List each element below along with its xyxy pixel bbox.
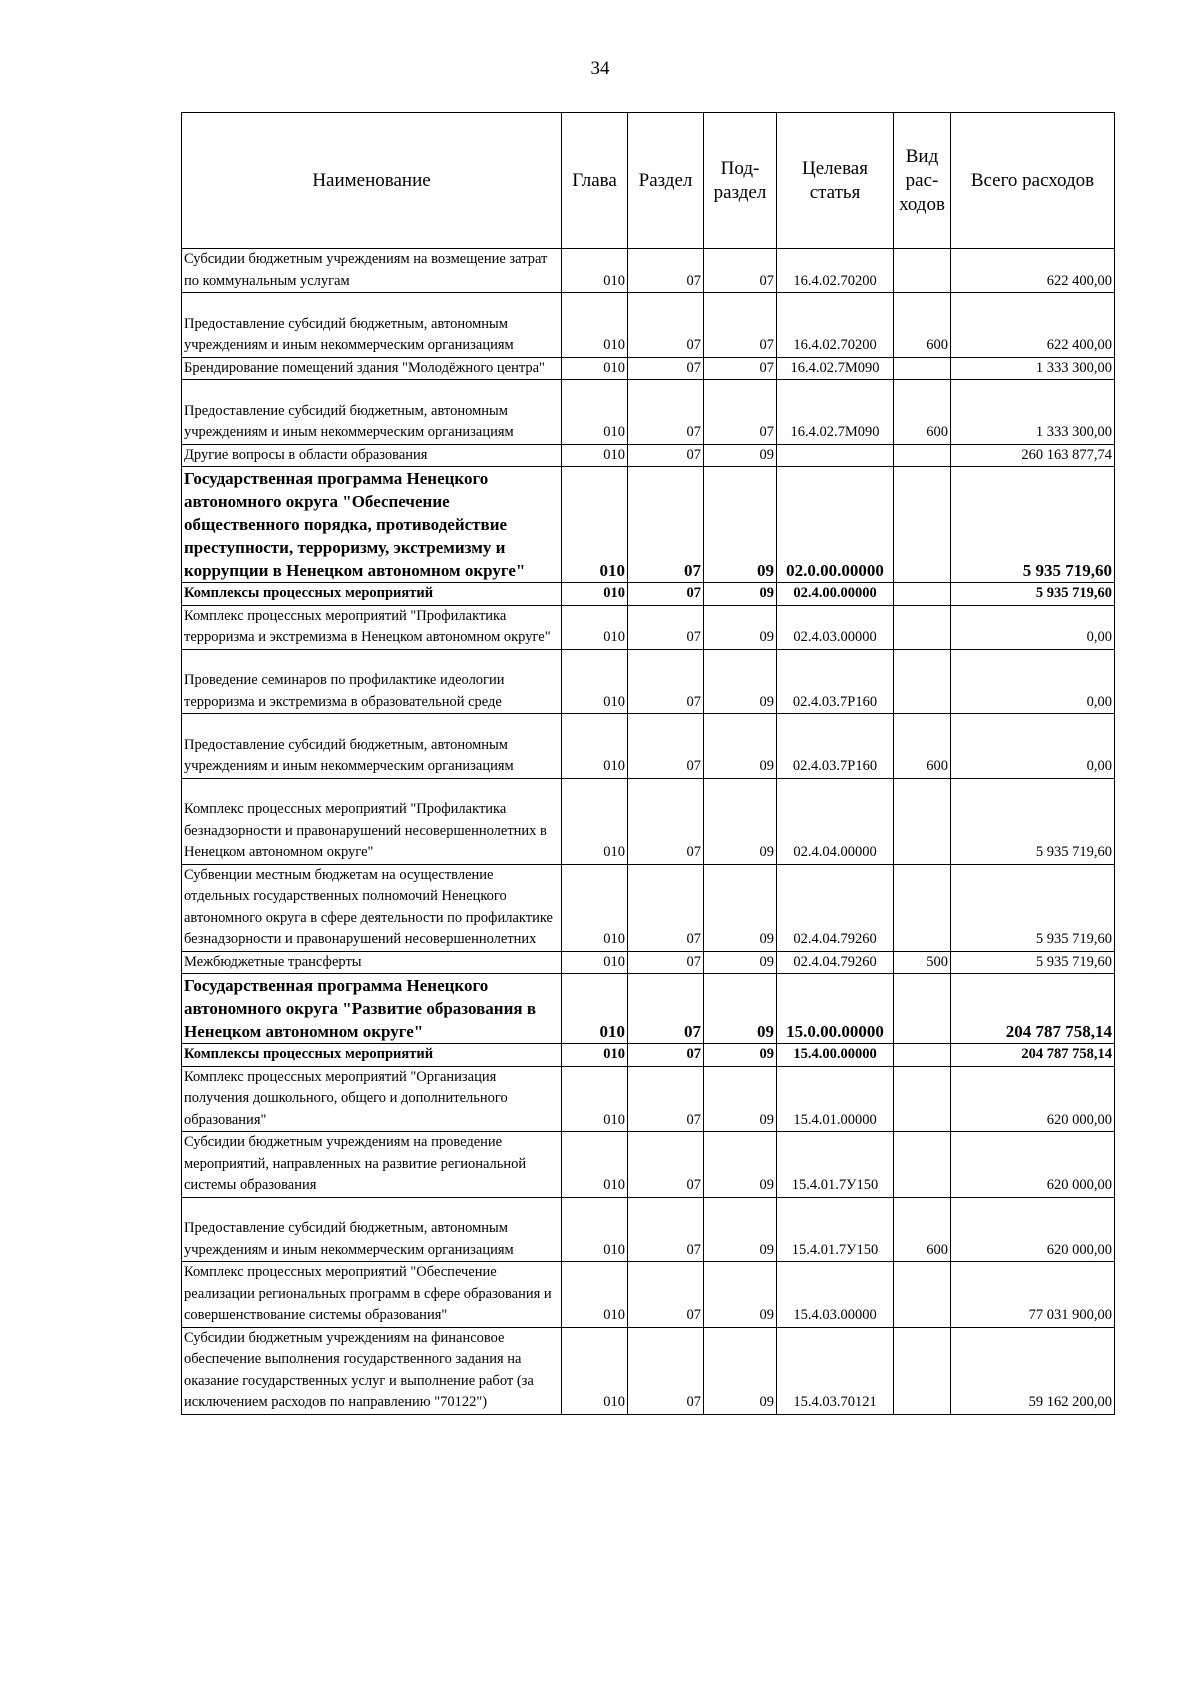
cell-podrazdel: 09 — [704, 1066, 777, 1132]
cell-total: 620 000,00 — [951, 1132, 1115, 1198]
cell-podrazdel: 09 — [704, 714, 777, 779]
cell-total: 5 935 719,60 — [951, 951, 1115, 974]
cell-razdel: 07 — [628, 1066, 704, 1132]
cell-razdel: 07 — [628, 357, 704, 380]
cell-total: 5 935 719,60 — [951, 583, 1115, 606]
cell-tselevaya-statya: 02.4.03.7Р160 — [777, 714, 894, 779]
cell-vid-rashodov — [894, 778, 951, 864]
cell-glava: 010 — [562, 1044, 628, 1067]
cell-podrazdel: 09 — [704, 583, 777, 606]
cell-vid-rashodov: 600 — [894, 293, 951, 358]
cell-total: 0,00 — [951, 714, 1115, 779]
table-row — [182, 1066, 1115, 1132]
cell-tselevaya-statya: 02.0.00.00000 — [777, 467, 894, 583]
cell-total: 5 935 719,60 — [951, 467, 1115, 583]
cell-glava: 010 — [562, 467, 628, 583]
cell-name: Комплекс процессных мероприятий "Организация получения дошкольного, общего и дополнительного образования" — [182, 1066, 562, 1132]
table-row — [182, 864, 1115, 951]
header-tselevaya-line-1: Целевая — [802, 157, 868, 179]
cell-tselevaya-statya: 02.4.04.79260 — [777, 864, 894, 951]
cell-total: 1 333 300,00 — [951, 357, 1115, 380]
header-tselevaya-line-2: статья — [809, 181, 861, 203]
table-row — [182, 649, 1115, 714]
cell-glava: 010 — [562, 293, 628, 358]
table-row — [182, 380, 1115, 445]
header-name: Наименование — [182, 113, 562, 249]
cell-podrazdel: 09 — [704, 605, 777, 649]
header-podrazdel-line-1: Под- — [720, 157, 760, 179]
cell-vid-rashodov — [894, 444, 951, 467]
cell-total: 0,00 — [951, 605, 1115, 649]
header-vid-line-1: Вид — [905, 145, 939, 167]
cell-name: Комплекс процессных мероприятий "Профилактика терроризма и экстремизма в Ненецком автономном округе" — [182, 605, 562, 649]
cell-vid-rashodov: 600 — [894, 714, 951, 779]
cell-vid-rashodov — [894, 467, 951, 583]
table-row — [182, 467, 1115, 583]
table-row — [182, 951, 1115, 974]
cell-name: Проведение семинаров по профилактике идеологии терроризма и экстремизма в образовательной среде — [182, 649, 562, 714]
budget-table — [181, 112, 1115, 1415]
header-podrazdel-line-2: раздел — [713, 181, 767, 203]
cell-razdel: 07 — [628, 1197, 704, 1262]
cell-razdel: 07 — [628, 583, 704, 606]
table-row — [182, 605, 1115, 649]
cell-vid-rashodov — [894, 864, 951, 951]
cell-razdel: 07 — [628, 649, 704, 714]
cell-name: Брендирование помещений здания "Молодёжного центра" — [182, 357, 562, 380]
cell-glava: 010 — [562, 649, 628, 714]
cell-podrazdel: 09 — [704, 778, 777, 864]
cell-tselevaya-statya: 15.4.01.7У150 — [777, 1132, 894, 1198]
cell-vid-rashodov: 600 — [894, 1197, 951, 1262]
cell-glava: 010 — [562, 1262, 628, 1328]
cell-podrazdel: 09 — [704, 1262, 777, 1328]
cell-vid-rashodov — [894, 583, 951, 606]
cell-podrazdel: 09 — [704, 467, 777, 583]
cell-vid-rashodov — [894, 249, 951, 293]
cell-total: 5 935 719,60 — [951, 864, 1115, 951]
table-row — [182, 1262, 1115, 1328]
cell-tselevaya-statya — [777, 444, 894, 467]
header-tselevaya-statya — [777, 113, 894, 249]
cell-glava: 010 — [562, 714, 628, 779]
cell-razdel: 07 — [628, 380, 704, 445]
table-body — [182, 249, 1115, 1415]
cell-razdel: 07 — [628, 293, 704, 358]
cell-tselevaya-statya: 02.4.00.00000 — [777, 583, 894, 606]
table-row — [182, 293, 1115, 358]
cell-glava: 010 — [562, 444, 628, 467]
cell-name: Другие вопросы в области образования — [182, 444, 562, 467]
cell-glava: 010 — [562, 1197, 628, 1262]
cell-tselevaya-statya: 02.4.04.79260 — [777, 951, 894, 974]
cell-glava: 010 — [562, 1132, 628, 1198]
cell-razdel: 07 — [628, 1262, 704, 1328]
cell-podrazdel: 09 — [704, 1044, 777, 1067]
cell-glava: 010 — [562, 974, 628, 1044]
cell-total: 5 935 719,60 — [951, 778, 1115, 864]
header-total: Всего расходов — [951, 113, 1115, 249]
cell-razdel: 07 — [628, 974, 704, 1044]
cell-tselevaya-statya: 16.4.02.7М090 — [777, 357, 894, 380]
cell-glava: 010 — [562, 380, 628, 445]
cell-name: Субсидии бюджетным учреждениям на возмещение затрат по коммунальным услугам — [182, 249, 562, 293]
cell-razdel: 07 — [628, 714, 704, 779]
cell-razdel: 07 — [628, 1044, 704, 1067]
cell-podrazdel: 07 — [704, 293, 777, 358]
header-vid-rashodov — [894, 113, 951, 249]
cell-total: 260 163 877,74 — [951, 444, 1115, 467]
cell-total: 0,00 — [951, 649, 1115, 714]
cell-vid-rashodov — [894, 1327, 951, 1414]
cell-razdel: 07 — [628, 778, 704, 864]
cell-razdel: 07 — [628, 951, 704, 974]
table-row — [182, 249, 1115, 293]
cell-glava: 010 — [562, 249, 628, 293]
header-podrazdel — [704, 113, 777, 249]
cell-name: Государственная программа Ненецкого автономного округа "Развитие образования в Ненецком автономном округе" — [182, 974, 562, 1044]
cell-vid-rashodov — [894, 974, 951, 1044]
header-glava: Глава — [562, 113, 628, 249]
cell-vid-rashodov — [894, 605, 951, 649]
cell-name: Предоставление субсидий бюджетным, автономным учреждениям и иным некоммерческим организациям — [182, 293, 562, 358]
cell-podrazdel: 09 — [704, 1132, 777, 1198]
cell-tselevaya-statya: 02.4.03.7Р160 — [777, 649, 894, 714]
cell-name: Предоставление субсидий бюджетным, автономным учреждениям и иным некоммерческим организациям — [182, 1197, 562, 1262]
cell-vid-rashodov: 600 — [894, 380, 951, 445]
cell-name: Субвенции местным бюджетам на осуществление отдельных государственных полномочий Ненецкого автономного округа в сфере деятельности по профилактике безнадзорности и правонарушений несовершеннолетних — [182, 864, 562, 951]
cell-glava: 010 — [562, 1327, 628, 1414]
cell-name: Государственная программа Ненецкого автономного округа "Обеспечение общественного порядка, противодействие преступности, терроризму, экстремизму и коррупции в Ненецком автономном округе" — [182, 467, 562, 583]
cell-tselevaya-statya: 15.4.01.7У150 — [777, 1197, 894, 1262]
cell-tselevaya-statya: 15.0.00.00000 — [777, 974, 894, 1044]
cell-razdel: 07 — [628, 444, 704, 467]
cell-tselevaya-statya: 15.4.03.00000 — [777, 1262, 894, 1328]
table-row — [182, 778, 1115, 864]
cell-name: Субсидии бюджетным учреждениям на проведение мероприятий, направленных на развитие региональной системы образования — [182, 1132, 562, 1198]
cell-glava: 010 — [562, 951, 628, 974]
cell-podrazdel: 09 — [704, 649, 777, 714]
cell-tselevaya-statya: 16.4.02.70200 — [777, 293, 894, 358]
header-vid-line-2: рас- — [905, 169, 939, 191]
cell-total: 1 333 300,00 — [951, 380, 1115, 445]
cell-razdel: 07 — [628, 249, 704, 293]
cell-tselevaya-statya: 15.4.03.70121 — [777, 1327, 894, 1414]
cell-razdel: 07 — [628, 1132, 704, 1198]
cell-vid-rashodov — [894, 1262, 951, 1328]
cell-vid-rashodov: 500 — [894, 951, 951, 974]
table-row — [182, 357, 1115, 380]
table-row — [182, 1327, 1115, 1414]
cell-total: 622 400,00 — [951, 249, 1115, 293]
cell-podrazdel: 09 — [704, 1197, 777, 1262]
table-row — [182, 1197, 1115, 1262]
cell-vid-rashodov — [894, 1044, 951, 1067]
cell-vid-rashodov — [894, 1066, 951, 1132]
cell-name: Субсидии бюджетным учреждениям на финансовое обеспечение выполнения государственного задания на оказание государственных услуг и выполнение работ (за исключением расходов по направлению "70122") — [182, 1327, 562, 1414]
table-row — [182, 583, 1115, 606]
table-header-row — [182, 113, 1115, 249]
cell-tselevaya-statya: 16.4.02.70200 — [777, 249, 894, 293]
cell-vid-rashodov — [894, 649, 951, 714]
cell-glava: 010 — [562, 778, 628, 864]
cell-razdel: 07 — [628, 605, 704, 649]
cell-podrazdel: 07 — [704, 380, 777, 445]
table-row — [182, 1044, 1115, 1067]
table-row — [182, 1132, 1115, 1198]
cell-name: Межбюджетные трансферты — [182, 951, 562, 974]
cell-podrazdel: 09 — [704, 864, 777, 951]
cell-tselevaya-statya: 02.4.03.00000 — [777, 605, 894, 649]
cell-name: Комплекс процессных мероприятий "Профилактика безнадзорности и правонарушений несовершеннолетних в Ненецком автономном округе" — [182, 778, 562, 864]
cell-total: 620 000,00 — [951, 1066, 1115, 1132]
cell-name: Предоставление субсидий бюджетным, автономным учреждениям и иным некоммерческим организациям — [182, 380, 562, 445]
cell-total: 77 031 900,00 — [951, 1262, 1115, 1328]
table-row — [182, 444, 1115, 467]
cell-glava: 010 — [562, 864, 628, 951]
cell-total: 59 162 200,00 — [951, 1327, 1115, 1414]
cell-vid-rashodov — [894, 1132, 951, 1198]
cell-name: Предоставление субсидий бюджетным, автономным учреждениям и иным некоммерческим организациям — [182, 714, 562, 779]
cell-total: 620 000,00 — [951, 1197, 1115, 1262]
cell-total: 204 787 758,14 — [951, 1044, 1115, 1067]
cell-tselevaya-statya: 15.4.01.00000 — [777, 1066, 894, 1132]
cell-total: 204 787 758,14 — [951, 974, 1115, 1044]
cell-tselevaya-statya: 16.4.02.7М090 — [777, 380, 894, 445]
cell-razdel: 07 — [628, 1327, 704, 1414]
page-number: 34 — [590, 58, 610, 79]
cell-razdel: 07 — [628, 467, 704, 583]
cell-name: Комплекс процессных мероприятий "Обеспечение реализации региональных программ в сфере образования и совершенствование системы образования" — [182, 1262, 562, 1328]
cell-podrazdel: 09 — [704, 444, 777, 467]
cell-tselevaya-statya: 02.4.04.00000 — [777, 778, 894, 864]
cell-tselevaya-statya: 15.4.00.00000 — [777, 1044, 894, 1067]
cell-razdel: 07 — [628, 864, 704, 951]
header-vid-line-3: ходов — [899, 193, 945, 215]
cell-podrazdel: 09 — [704, 951, 777, 974]
cell-glava: 010 — [562, 583, 628, 606]
cell-name: Комплексы процессных мероприятий — [182, 1044, 562, 1067]
table-row — [182, 974, 1115, 1044]
cell-total: 622 400,00 — [951, 293, 1115, 358]
cell-podrazdel: 07 — [704, 357, 777, 380]
cell-name: Комплексы процессных мероприятий — [182, 583, 562, 606]
cell-glava: 010 — [562, 605, 628, 649]
cell-vid-rashodov — [894, 357, 951, 380]
header-razdel: Раздел — [628, 113, 704, 249]
cell-podrazdel: 09 — [704, 974, 777, 1044]
cell-glava: 010 — [562, 1066, 628, 1132]
cell-podrazdel: 07 — [704, 249, 777, 293]
cell-glava: 010 — [562, 357, 628, 380]
table-row — [182, 714, 1115, 779]
cell-podrazdel: 09 — [704, 1327, 777, 1414]
